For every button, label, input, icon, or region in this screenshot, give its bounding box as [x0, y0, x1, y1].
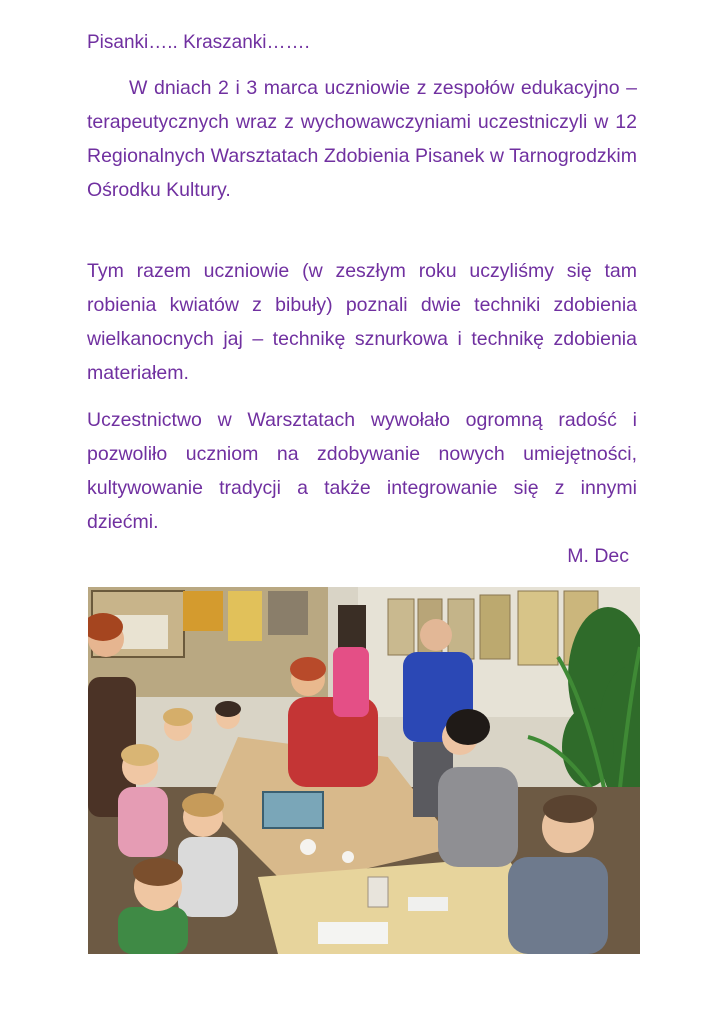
paragraph-3: Uczestnictwo w Warsztatach wywołało ogromną radość i pozwoliło uczniom na zdobywanie nowych umiejętności, kultywowanie tradycji a także integrowanie się z innymi dziećmi.: [87, 409, 637, 533]
author-signature: M. Dec: [567, 545, 629, 567]
workshop-photo: [88, 587, 640, 954]
workshop-photo-illustration: [88, 587, 640, 954]
paragraph-1: W dniach 2 i 3 marca uczniowie z zespołów edukacyjno – terapeutycznych wraz z wychowawczyniami uczestniczyli w 12 Regionalnych Warsztatach Zdobienia Pisanek w Tarnogrodzkim Ośrodku Kultury.: [87, 77, 637, 201]
document-title: Pisanki….. Kraszanki…….: [87, 32, 310, 53]
paragraph-2: Tym razem uczniowie (w zeszłym roku uczyliśmy się tam robienia kwiatów z bibuły) poznali dwie techniki zdobienia wielkanocnych jaj – technikę sznurkowa i technikę zdobienia materiałem.: [87, 260, 637, 384]
